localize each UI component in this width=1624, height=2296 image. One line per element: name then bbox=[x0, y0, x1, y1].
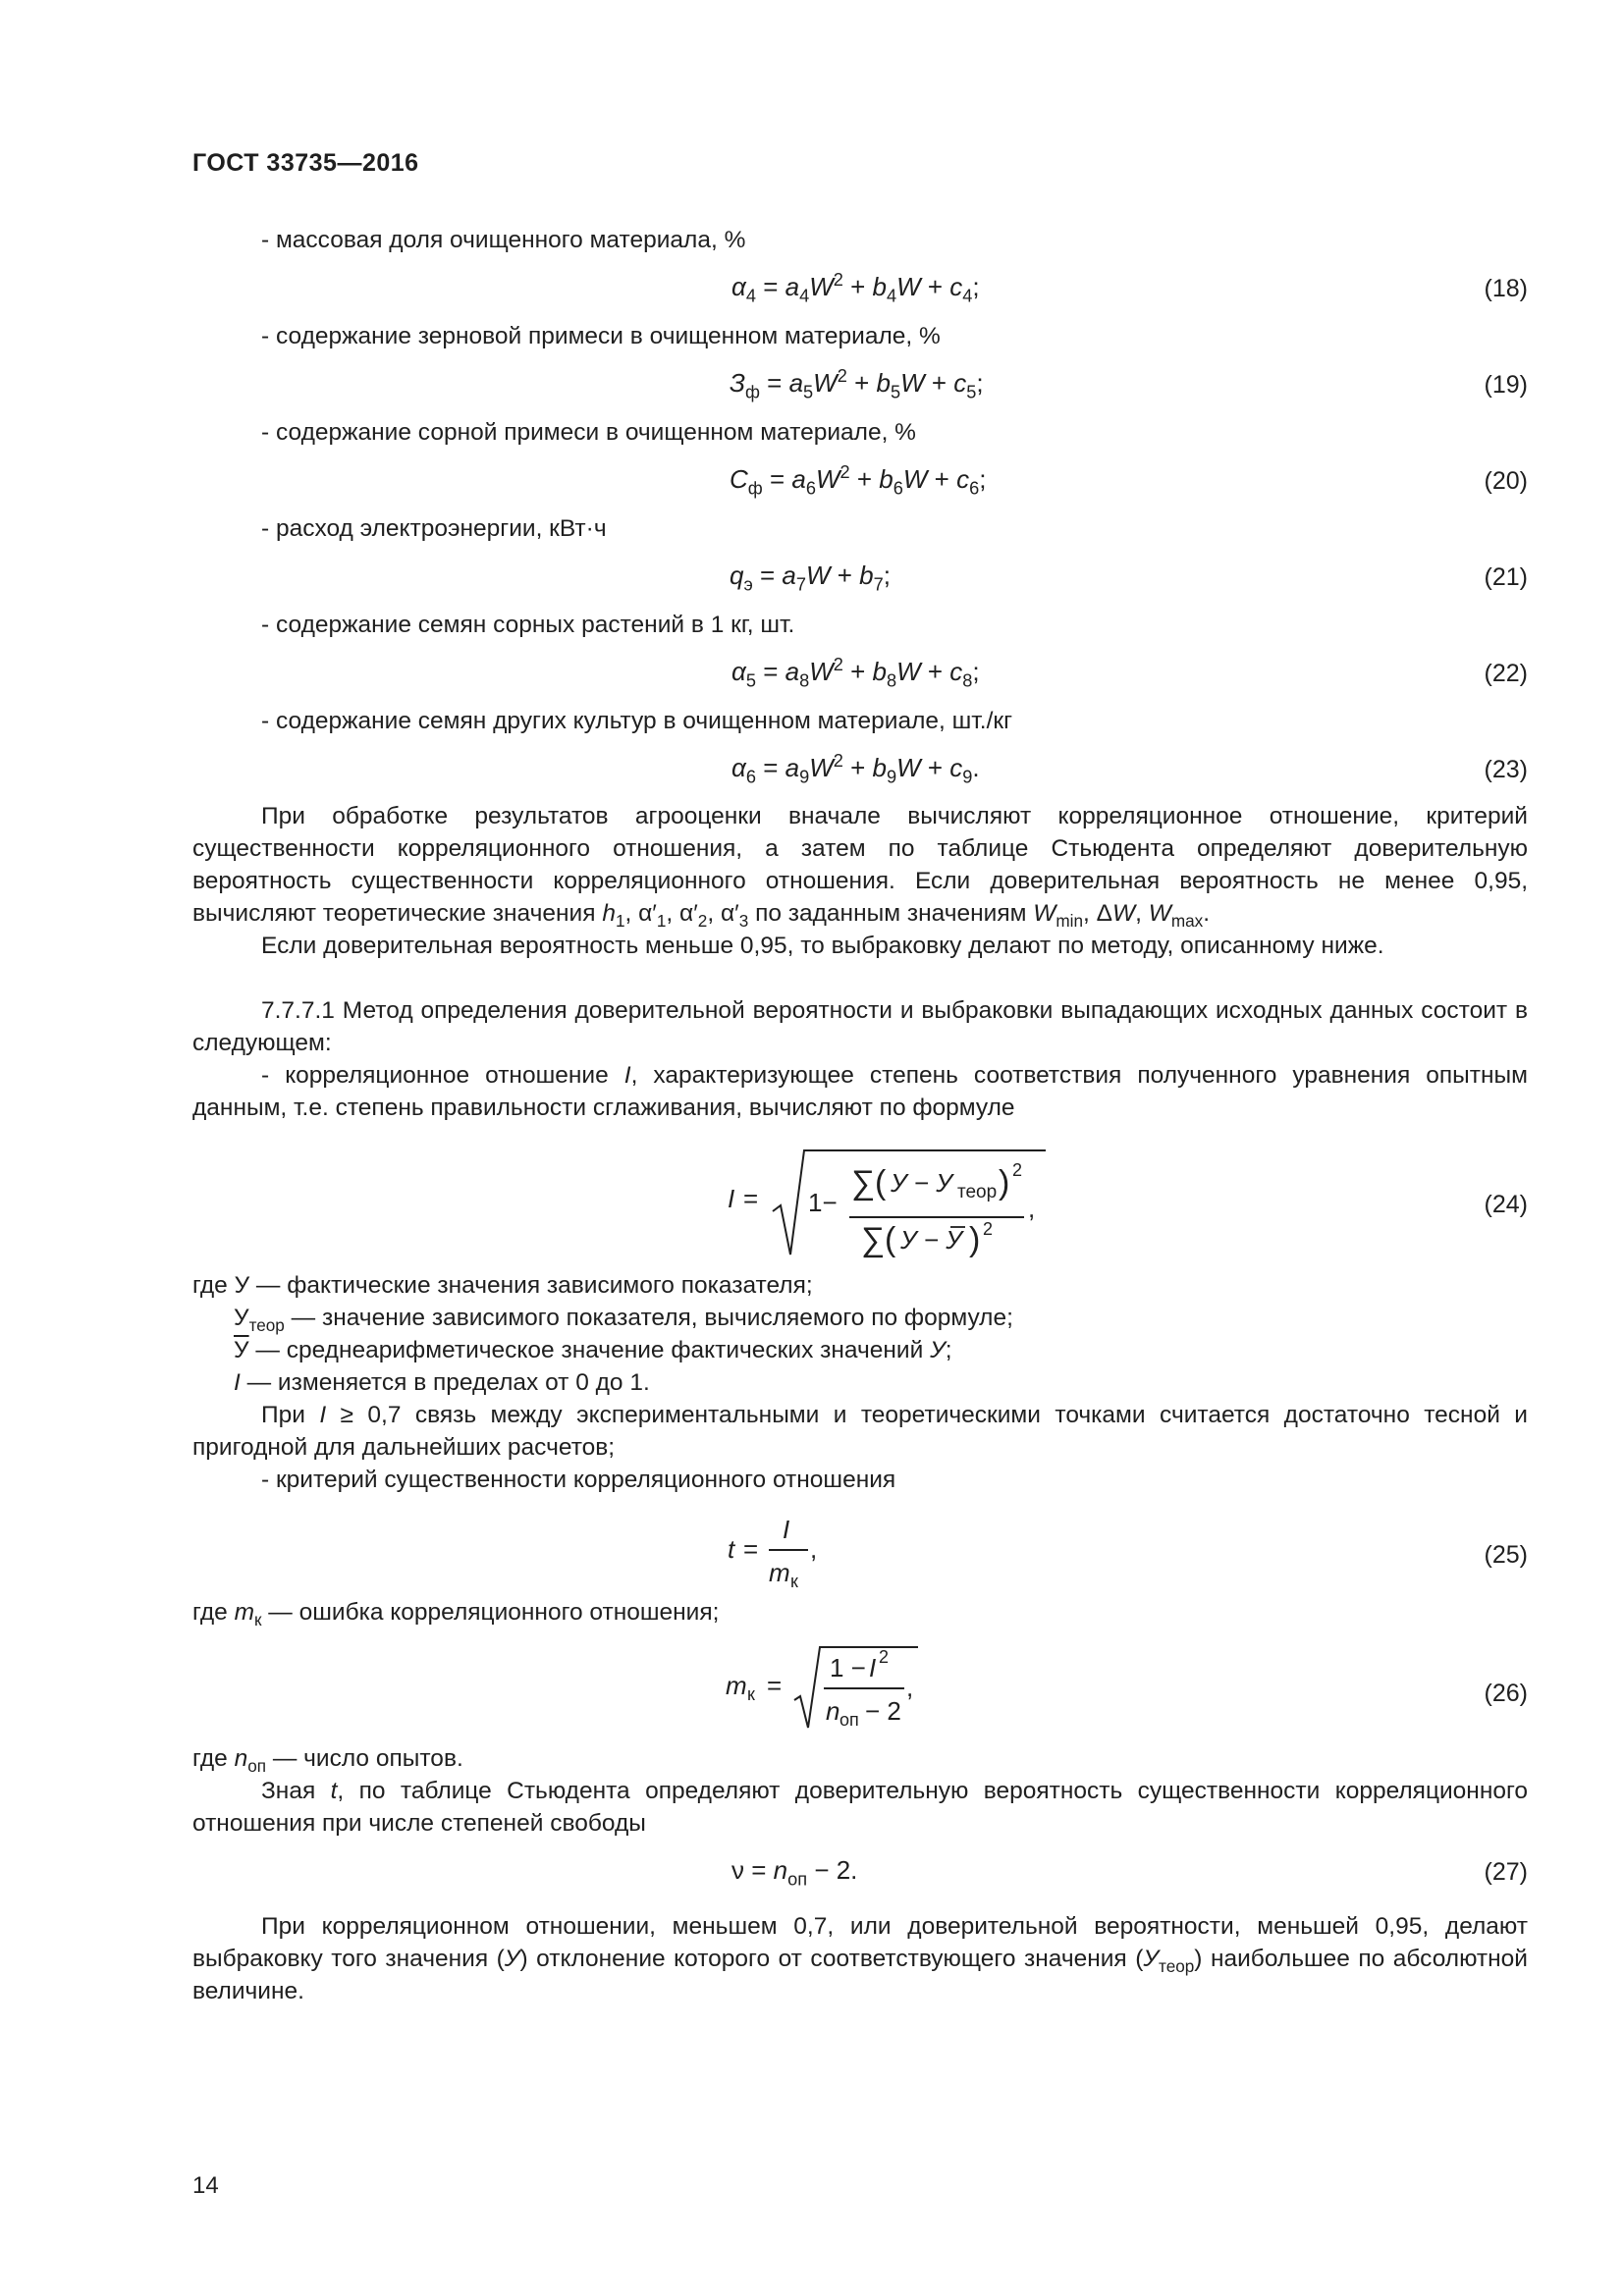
svg-text:1 −: 1 − bbox=[830, 1653, 866, 1682]
equation-23: $\alpha_6 = a_9W^2 + b_9W + c_9$. bbox=[731, 751, 980, 787]
svg-text:I: I bbox=[869, 1653, 877, 1682]
where-mean-value: У — среднеарифметическое значение фактических значений У; bbox=[234, 1337, 952, 1363]
svg-text:1−: 1− bbox=[808, 1188, 838, 1217]
paragraph-low-probability: Если доверительная вероятность меньше 0,95, то выбраковку делают по методу, описанному ниже. bbox=[261, 933, 1384, 959]
paragraph-correlation-ratio: - корреляционное отношение I, характеризующее степень соответствия полученного уравнения опытным данным, т.е. степень правильности сглаживания, вычисляют по формуле bbox=[192, 1062, 1528, 1121]
svg-text:2: 2 bbox=[983, 1219, 994, 1239]
svg-text:): ) bbox=[969, 1221, 981, 1258]
equation-number: (20) bbox=[1484, 467, 1528, 495]
item-mass-fraction: - массовая доля очищенного материала, % bbox=[261, 227, 746, 253]
svg-text:,: , bbox=[810, 1534, 818, 1564]
svg-text:I: I bbox=[728, 1184, 735, 1213]
equation-22: $\alpha_5 = a_8W^2 + b_8W + c_8$; bbox=[731, 655, 980, 691]
standard-header: ГОСТ 33735—2016 bbox=[192, 149, 419, 177]
paragraph-rejection: При корреляционном отношении, меньшем 0,7, или доверительной вероятности, меньшей 0,95, делают выбраковку того значения (У) отклонение которого от соответствующего значения $(У_{теор})$ наибольшее по абсолютной величине. bbox=[192, 1913, 1528, 2004]
equation-20: $С_ф = a_6W^2 + b_6W + c_6$; bbox=[730, 462, 987, 499]
where-range: I — изменяется в пределах от 0 до 1. bbox=[234, 1369, 650, 1396]
svg-text:∑: ∑ bbox=[851, 1164, 876, 1201]
svg-text:2: 2 bbox=[879, 1647, 890, 1667]
where-theoretical-value: $У_{теор}$ — значение зависимого показателя, вычисляемого по формуле; bbox=[234, 1305, 1013, 1335]
equation-19: $З_ф = a_5W^2 + b_5W + c_5$; bbox=[730, 366, 984, 402]
equation-number: (23) bbox=[1484, 756, 1528, 783]
svg-text:m: m bbox=[726, 1671, 747, 1700]
item-weed-seeds: - содержание семян сорных растений в 1 кг, шт. bbox=[261, 612, 795, 638]
where-actual-values: где У — фактические значения зависимого показателя; bbox=[192, 1272, 813, 1299]
equation-21: $q_э = a_7W + b_7$; bbox=[730, 561, 891, 595]
equation-number: (18) bbox=[1484, 275, 1528, 302]
svg-text:=: = bbox=[743, 1184, 759, 1213]
svg-text:(: ( bbox=[875, 1164, 887, 1201]
svg-text:=: = bbox=[743, 1534, 759, 1564]
svg-text:I: I bbox=[783, 1515, 790, 1544]
where-number-of-experiments: где $n_{оп}$ — число опытов. bbox=[192, 1745, 463, 1776]
svg-text:t: t bbox=[728, 1534, 735, 1564]
svg-text:m: m bbox=[769, 1558, 790, 1587]
paragraph-7-7-7-1: 7.7.7.1 Метод определения доверительной вероятности и выбраковки выпадающих исходных данных состоит в следующем: bbox=[192, 997, 1528, 1056]
svg-text:): ) bbox=[999, 1164, 1010, 1201]
equation-24 bbox=[722, 1139, 1046, 1261]
equation-25 bbox=[722, 1507, 839, 1590]
equation-26 bbox=[722, 1639, 928, 1733]
equation-number: (22) bbox=[1484, 660, 1528, 687]
item-grain-impurity: - содержание зерновой примеси в очищенном материале, % bbox=[261, 323, 941, 349]
equation-18: $\alpha_4 = a_4W^2 + b_4W + c_4$; bbox=[731, 270, 980, 306]
svg-text:2: 2 bbox=[1012, 1160, 1023, 1180]
svg-text:У − У: У − У bbox=[891, 1168, 952, 1198]
svg-text:=: = bbox=[767, 1671, 783, 1700]
equation-number: (26) bbox=[1484, 1680, 1528, 1707]
equation-number: (21) bbox=[1484, 563, 1528, 591]
paragraph-student-table: Зная t, по таблице Стьюдента определяют доверительную вероятность существенности корреляционного отношения при числе степеней свободы bbox=[192, 1778, 1528, 1837]
item-significance-criterion: - критерий существенности корреляционного отношения bbox=[261, 1467, 896, 1493]
svg-text:,: , bbox=[1028, 1194, 1036, 1223]
equation-number: (27) bbox=[1484, 1858, 1528, 1886]
svg-text:теор: теор bbox=[957, 1182, 998, 1202]
equation-number: (19) bbox=[1484, 371, 1528, 399]
item-electricity: - расход электроэнергии, кВт·ч bbox=[261, 515, 607, 542]
paragraph-correlation-intro: При обработке результатов агрооценки вначале вычисляют корреляционное отношение, критерий существенности корреляционного отношения, а затем по таблице Стьюдента определяют доверительную вероятность существенности корреляционного отношения. Если доверительная вероятность не менее 0,95, вычисляют теоретические значения $h_1$, $\alpha'_1$, $\alpha'_2$, $\alpha'_3$ по заданным значениям $W_{min}$, ΔW, $W_{max}$. bbox=[192, 803, 1528, 931]
svg-text:оп: оп bbox=[839, 1710, 859, 1730]
svg-text:(: ( bbox=[885, 1221, 896, 1258]
svg-text:∑: ∑ bbox=[861, 1221, 886, 1258]
svg-text:− 2: − 2 bbox=[865, 1696, 901, 1726]
svg-text:,: , bbox=[906, 1673, 914, 1702]
equation-27: $\nu = n_{оп} - 2$. bbox=[731, 1855, 858, 1890]
item-other-crops: - содержание семян других культур в очищенном материале, шт./кг bbox=[261, 708, 1013, 734]
svg-text:к: к bbox=[747, 1684, 755, 1704]
svg-text:n: n bbox=[826, 1696, 840, 1726]
svg-text:к: к bbox=[790, 1572, 798, 1590]
svg-text:У − У: У − У bbox=[900, 1225, 962, 1255]
where-error: где $m_к$ — ошибка корреляционного отношения; bbox=[192, 1599, 720, 1629]
equation-number: (24) bbox=[1484, 1191, 1528, 1218]
page-number: 14 bbox=[192, 2172, 219, 2199]
item-weed-impurity: - содержание сорной примеси в очищенном материале, % bbox=[261, 419, 916, 446]
paragraph-threshold: При I ≥ 0,7 связь между экспериментальными и теоретическими точками считается достаточно тесной и пригодной для дальнейших расчетов; bbox=[192, 1402, 1528, 1461]
equation-number: (25) bbox=[1484, 1541, 1528, 1569]
